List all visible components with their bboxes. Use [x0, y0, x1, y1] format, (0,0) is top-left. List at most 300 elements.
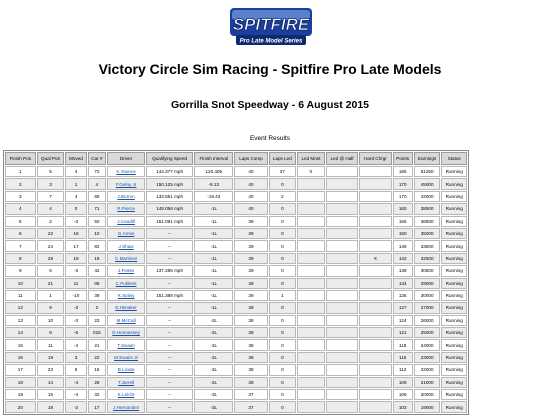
cell-earnings: 42000: [414, 191, 441, 202]
cell-hard-charger: [359, 389, 391, 400]
cell-laps-led: 0: [269, 178, 297, 189]
table-caption: Event Results: [249, 135, 291, 142]
cell-earnings: 19000: [414, 401, 441, 412]
cell-qual-pos: 1: [37, 290, 65, 301]
cell-laps-led: 1: [269, 290, 297, 301]
cell-finish-interval: -1L: [194, 228, 233, 239]
cell-status: Running: [441, 302, 467, 313]
cell-led-most: [297, 377, 325, 388]
cell-earnings: 38500: [414, 203, 441, 214]
cell-car-number: 15: [88, 364, 106, 375]
cell-moved: -10: [65, 290, 86, 301]
header-led-at-half: Led @ Half: [326, 152, 359, 165]
event-subtitle: Gorrilla Snot Speedway - 6 August 2015: [171, 99, 369, 111]
cell-hard-charger: [359, 364, 391, 375]
table-row: [5, 278, 467, 289]
cell-points: 150: [393, 228, 413, 239]
cell-hard-charger: [359, 278, 391, 289]
cell-qualifying-speed: --: [146, 302, 193, 313]
driver-link[interactable]: E.Himaker: [115, 305, 137, 311]
cell-laps-led: 0: [269, 327, 297, 338]
header-finish-interval: Finish Interval: [194, 152, 233, 165]
cell-earnings: 26000: [414, 315, 441, 326]
driver-link[interactable]: K.Younce: [116, 169, 136, 175]
cell-led-most: [297, 302, 325, 313]
cell-earnings: 33500: [414, 240, 441, 251]
table-row: [5, 315, 467, 326]
table-row: [5, 178, 467, 189]
cell-led-at-half: [326, 315, 359, 326]
cell-led-most: [297, 315, 325, 326]
cell-finish-pos: 7: [5, 240, 36, 251]
header-earnings: Earnings: [414, 152, 441, 165]
cell-points: 118: [393, 339, 413, 350]
table-row: [5, 339, 467, 350]
cell-moved: -4: [65, 377, 86, 388]
cell-moved: 1: [65, 178, 86, 189]
cell-led-at-half: [326, 203, 359, 214]
header-hard-charger: Hard Chrgr: [359, 152, 391, 165]
cell-qualifying-speed: 133.551 mph: [146, 191, 193, 202]
header-qual-pos: Qual Pos: [37, 152, 65, 165]
cell-moved: -4: [65, 389, 86, 400]
cell-status: Running: [441, 364, 467, 375]
cell-laps-comp: 39: [234, 240, 267, 251]
cell-earnings: 29000: [414, 278, 441, 289]
cell-qual-pos: 10: [37, 315, 65, 326]
cell-led-at-half: [326, 191, 359, 202]
cell-finish-interval: -1L: [194, 290, 233, 301]
cell-led-at-half: [326, 178, 359, 189]
cell-finish-interval: -9.13: [194, 178, 233, 189]
cell-earnings: 22000: [414, 364, 441, 375]
cell-status: Running: [441, 191, 467, 202]
cell-led-at-half: [326, 166, 359, 177]
cell-led-most: [297, 191, 325, 202]
cell-moved: 16: [65, 228, 86, 239]
table-row: [5, 389, 467, 400]
cell-car-number: 08: [88, 278, 106, 289]
header-driver: Driver: [107, 152, 145, 165]
table-row: [5, 302, 467, 313]
cell-moved: -2: [65, 401, 86, 412]
driver-link[interactable]: J.Shaw: [118, 243, 134, 249]
cell-earnings: 24000: [414, 339, 441, 350]
cell-earnings: 30000: [414, 290, 441, 301]
cell-qual-pos: 15: [37, 389, 65, 400]
cell-car-number: 71: [88, 203, 106, 214]
cell-points: 109: [393, 377, 413, 388]
cell-laps-comp: 39: [234, 228, 267, 239]
header-points: Points: [393, 152, 413, 165]
table-row: [5, 352, 467, 363]
cell-earnings: 20000: [414, 389, 441, 400]
driver-link[interactable]: J.Fosse: [118, 268, 135, 274]
cell-driver: [107, 216, 145, 227]
cell-laps-comp: 39: [234, 278, 267, 289]
header-qualifying-speed: Qualifying Speed: [146, 152, 193, 165]
cell-led-at-half: [326, 364, 359, 375]
table-row: [5, 203, 467, 214]
cell-status: Running: [441, 377, 467, 388]
cell-led-at-half: [326, 377, 359, 388]
cell-laps-led: 0: [269, 315, 297, 326]
cell-moved: 4: [65, 166, 86, 177]
header-status: Status: [441, 152, 467, 165]
cell-qualifying-speed: 137.286 mph: [146, 265, 193, 276]
cell-laps-led: 2: [269, 191, 297, 202]
cell-laps-comp: 40: [234, 178, 267, 189]
cell-hard-charger: [359, 265, 391, 276]
cell-driver: [107, 389, 145, 400]
cell-led-most: [297, 401, 325, 412]
cell-driver: [107, 327, 145, 338]
driver-link[interactable]: C.Publess: [115, 280, 137, 286]
cell-laps-led: 0: [269, 253, 297, 264]
cell-hard-charger: [359, 240, 391, 251]
cell-driver: [107, 278, 145, 289]
cell-car-number: 23: [88, 315, 106, 326]
cell-finish-interval: -2L: [194, 364, 233, 375]
cell-finish-pos: 15: [5, 339, 36, 350]
cell-moved: -6: [65, 327, 86, 338]
cell-car-number: 22: [88, 352, 106, 363]
cell-qual-pos: 6: [37, 265, 65, 276]
cell-points: 134: [393, 278, 413, 289]
cell-driver: [107, 339, 145, 350]
cell-led-most: [297, 389, 325, 400]
table-row: [5, 364, 467, 375]
cell-laps-comp: 40: [234, 191, 267, 202]
table-row: [5, 265, 467, 276]
cell-car-number: 32: [88, 389, 106, 400]
cell-finish-interval: -1L: [194, 203, 233, 214]
cell-hard-charger: [359, 290, 391, 301]
cell-car-number: 2: [88, 302, 106, 313]
cell-led-most: [297, 178, 325, 189]
cell-earnings: 51250: [414, 166, 441, 177]
cell-led-at-half: [326, 339, 359, 350]
cell-hard-charger: [359, 401, 391, 412]
cell-laps-led: 0: [269, 216, 297, 227]
cell-led-most: [297, 228, 325, 239]
driver-link[interactable]: J.Caudill: [117, 218, 135, 224]
logo-wordmark: SPITFIRE: [232, 15, 310, 34]
cell-status: Running: [441, 265, 467, 276]
cell-laps-comp: 39: [234, 302, 267, 313]
driver-link[interactable]: G.Amos: [117, 231, 135, 237]
cell-qualifying-speed: --: [146, 389, 193, 400]
cell-finish-interval: -1L: [194, 240, 233, 251]
cell-finish-pos: 1: [5, 166, 36, 177]
driver-link[interactable]: M.McCall: [116, 317, 136, 323]
cell-qualifying-speed: 151.388 mph: [146, 290, 193, 301]
cell-finish-pos: 6: [5, 228, 36, 239]
cell-moved: 11: [65, 278, 86, 289]
cell-finish-pos: 20: [5, 401, 36, 412]
driver-link[interactable]: K.Leicht: [117, 392, 135, 398]
driver-link[interactable]: K.Spiwy: [117, 293, 135, 299]
cell-finish-pos: 8: [5, 253, 36, 264]
cell-moved: -3: [65, 302, 86, 313]
cell-status: Running: [441, 278, 467, 289]
cell-qual-pos: 19: [37, 352, 65, 363]
header-finish-pos: Finish Pos: [5, 152, 36, 165]
cell-car-number: 72: [88, 166, 106, 177]
cell-earnings: 30500: [414, 265, 441, 276]
cell-led-at-half: [326, 327, 359, 338]
cell-car-number: 50: [88, 216, 106, 227]
driver-link[interactable]: J.Hernandez: [113, 404, 140, 410]
driver-link[interactable]: D.Hennessey: [112, 330, 140, 336]
cell-finish-interval: -1L: [194, 302, 233, 313]
cell-laps-led: 0: [269, 389, 297, 400]
cell-moved: 3: [65, 352, 86, 363]
cell-driver: [107, 203, 145, 214]
logo-tagline: Pro Late Model Series: [239, 38, 303, 45]
cell-laps-led: 0: [269, 364, 297, 375]
cell-led-most: [297, 240, 325, 251]
cell-finish-pos: 11: [5, 290, 36, 301]
cell-led-most: [297, 265, 325, 276]
cell-status: Running: [441, 327, 467, 338]
cell-qualifying-speed: --: [146, 377, 193, 388]
cell-points: 160: [393, 203, 413, 214]
cell-status: Running: [441, 253, 467, 264]
cell-earnings: 32500: [414, 253, 441, 264]
cell-driver: [107, 315, 145, 326]
cell-qual-pos: 23: [37, 364, 65, 375]
driver-link[interactable]: M.Swaim Jr: [114, 355, 139, 361]
cell-moved: 17: [65, 240, 86, 251]
cell-finish-interval: -3L: [194, 389, 233, 400]
results-table: [3, 150, 469, 415]
cell-hard-charger: [359, 191, 391, 202]
cell-qual-pos: 18: [37, 401, 65, 412]
cell-qual-pos: 22: [37, 228, 65, 239]
cell-hard-charger: [359, 228, 391, 239]
cell-car-number: 4: [88, 178, 106, 189]
cell-qualifying-speed: --: [146, 339, 193, 350]
cell-laps-comp: 37: [234, 389, 267, 400]
cell-laps-led: 0: [269, 401, 297, 412]
cell-qual-pos: 21: [37, 278, 65, 289]
cell-laps-led: 0: [269, 203, 297, 214]
cell-laps-led: 0: [269, 302, 297, 313]
cell-qual-pos: 28: [37, 253, 65, 264]
cell-led-most: [297, 364, 325, 375]
cell-qualifying-speed: --: [146, 278, 193, 289]
cell-laps-led: 0: [269, 228, 297, 239]
cell-laps-comp: 38: [234, 327, 267, 338]
cell-moved: 0: [65, 203, 86, 214]
cell-moved: -3: [65, 315, 86, 326]
cell-moved: 18: [65, 253, 86, 264]
cell-status: Running: [441, 339, 467, 350]
cell-finish-pos: 18: [5, 377, 36, 388]
cell-finish-pos: 9: [5, 265, 36, 276]
cell-points: 170: [393, 191, 413, 202]
cell-finish-interval: -1L: [194, 265, 233, 276]
driver-link[interactable]: F.Gelny Jr: [115, 181, 137, 187]
cell-status: Running: [441, 352, 467, 363]
cell-points: 103: [393, 401, 413, 412]
cell-led-at-half: [326, 228, 359, 239]
cell-earnings: 25000: [414, 327, 441, 338]
cell-led-at-half: [326, 216, 359, 227]
table-row: [5, 216, 467, 227]
cell-finish-interval: 120.405: [194, 166, 233, 177]
cell-laps-comp: 38: [234, 315, 267, 326]
cell-status: Running: [441, 240, 467, 251]
cell-points: 106: [393, 389, 413, 400]
cell-status: Running: [441, 315, 467, 326]
cell-car-number: 21: [88, 339, 106, 350]
cell-finish-interval: -2L: [194, 327, 233, 338]
cell-status: Running: [441, 216, 467, 227]
cell-moved: -3: [65, 265, 86, 276]
cell-led-most: [297, 253, 325, 264]
cell-qualifying-speed: 144.377 mph: [146, 166, 193, 177]
cell-qual-pos: 2: [37, 216, 65, 227]
cell-finish-interval: -1L: [194, 253, 233, 264]
header-moved: Moved: [65, 152, 86, 165]
cell-hard-charger: [359, 302, 391, 313]
cell-points: 155: [393, 216, 413, 227]
cell-qualifying-speed: 149.056 mph: [146, 203, 193, 214]
cell-led-at-half: [326, 290, 359, 301]
cell-qualifying-speed: --: [146, 253, 193, 264]
driver-link[interactable]: T.Swaim: [117, 342, 135, 348]
cell-points: 124: [393, 315, 413, 326]
table-row: [5, 166, 467, 177]
cell-car-number: 17: [88, 401, 106, 412]
cell-car-number: 10: [88, 228, 106, 239]
cell-laps-led: 0: [269, 278, 297, 289]
driver-link[interactable]: T.Jarrell: [118, 379, 135, 385]
cell-led-most: [297, 216, 325, 227]
cell-laps-comp: 38: [234, 339, 267, 350]
header-car-number: Car #: [88, 152, 106, 165]
cell-laps-led: 37: [269, 166, 297, 177]
cell-hard-charger: [359, 166, 391, 177]
cell-finish-pos: 14: [5, 327, 36, 338]
cell-driver: [107, 166, 145, 177]
cell-qualifying-speed: --: [146, 401, 193, 412]
cell-qual-pos: 8: [37, 327, 65, 338]
cell-driver: [107, 290, 145, 301]
cell-laps-led: 0: [269, 240, 297, 251]
driver-link[interactable]: J.Borron: [117, 193, 135, 199]
cell-laps-led: 0: [269, 265, 297, 276]
cell-led-most: X: [297, 166, 325, 177]
cell-finish-pos: 19: [5, 389, 36, 400]
cell-led-most: [297, 352, 325, 363]
cell-moved: 4: [65, 191, 86, 202]
cell-car-number: 82: [88, 240, 106, 251]
cell-driver: [107, 178, 145, 189]
cell-qual-pos: 11: [37, 339, 65, 350]
cell-moved: 6: [65, 364, 86, 375]
cell-qualifying-speed: --: [146, 352, 193, 363]
cell-led-at-half: [326, 253, 359, 264]
cell-driver: [107, 253, 145, 264]
cell-car-number: 015: [88, 327, 106, 338]
cell-qualifying-speed: --: [146, 327, 193, 338]
cell-driver: [107, 401, 145, 412]
cell-led-at-half: [326, 352, 359, 363]
cell-qual-pos: 4: [37, 203, 65, 214]
cell-driver: [107, 302, 145, 313]
cell-finish-interval: -19.43: [194, 191, 233, 202]
cell-laps-led: 0: [269, 352, 297, 363]
cell-finish-pos: 10: [5, 278, 36, 289]
cell-led-at-half: [326, 278, 359, 289]
cell-car-number: 39: [88, 290, 106, 301]
cell-finish-interval: -2L: [194, 377, 233, 388]
cell-points: 127: [393, 302, 413, 313]
table-row: [5, 377, 467, 388]
driver-link[interactable]: C.Martinez: [114, 255, 138, 261]
cell-points: 142: [393, 253, 413, 264]
cell-finish-interval: -3L: [194, 401, 233, 412]
cell-points: 121: [393, 327, 413, 338]
cell-status: Running: [441, 389, 467, 400]
cell-qualifying-speed: --: [146, 364, 193, 375]
cell-qual-pos: 7: [37, 191, 65, 202]
table-row: [5, 228, 467, 239]
cell-finish-pos: 13: [5, 315, 36, 326]
cell-qual-pos: 24: [37, 240, 65, 251]
cell-led-most: [297, 203, 325, 214]
cell-status: Running: [441, 203, 467, 214]
cell-laps-comp: 40: [234, 166, 267, 177]
results-body: [5, 166, 467, 413]
cell-hard-charger: [359, 352, 391, 363]
cell-driver: [107, 377, 145, 388]
cell-finish-pos: 5: [5, 216, 36, 227]
cell-earnings: 35000: [414, 228, 441, 239]
cell-earnings: 45000: [414, 178, 441, 189]
table-row: [5, 290, 467, 301]
cell-laps-comp: 39: [234, 290, 267, 301]
cell-finish-interval: -2L: [194, 315, 233, 326]
cell-moved: -4: [65, 339, 86, 350]
cell-led-at-half: [326, 302, 359, 313]
cell-finish-interval: -1L: [194, 278, 233, 289]
cell-points: 115: [393, 352, 413, 363]
cell-laps-comp: 39: [234, 265, 267, 276]
table-row: [5, 240, 467, 251]
spitfire-logo: [228, 6, 314, 48]
driver-link[interactable]: R.Pierce: [117, 206, 135, 212]
cell-qualifying-speed: --: [146, 315, 193, 326]
cell-driver: [107, 228, 145, 239]
cell-points: 138: [393, 265, 413, 276]
cell-driver: [107, 352, 145, 363]
cell-laps-comp: 38: [234, 352, 267, 363]
cell-driver: [107, 191, 145, 202]
table-row: [5, 191, 467, 202]
cell-finish-interval: -2L: [194, 339, 233, 350]
cell-status: Running: [441, 228, 467, 239]
cell-hard-charger: [359, 315, 391, 326]
cell-points: 112: [393, 364, 413, 375]
cell-finish-interval: -2L: [194, 352, 233, 363]
cell-finish-pos: 4: [5, 203, 36, 214]
cell-hard-charger: [359, 327, 391, 338]
driver-link[interactable]: B.Licata: [117, 367, 135, 373]
